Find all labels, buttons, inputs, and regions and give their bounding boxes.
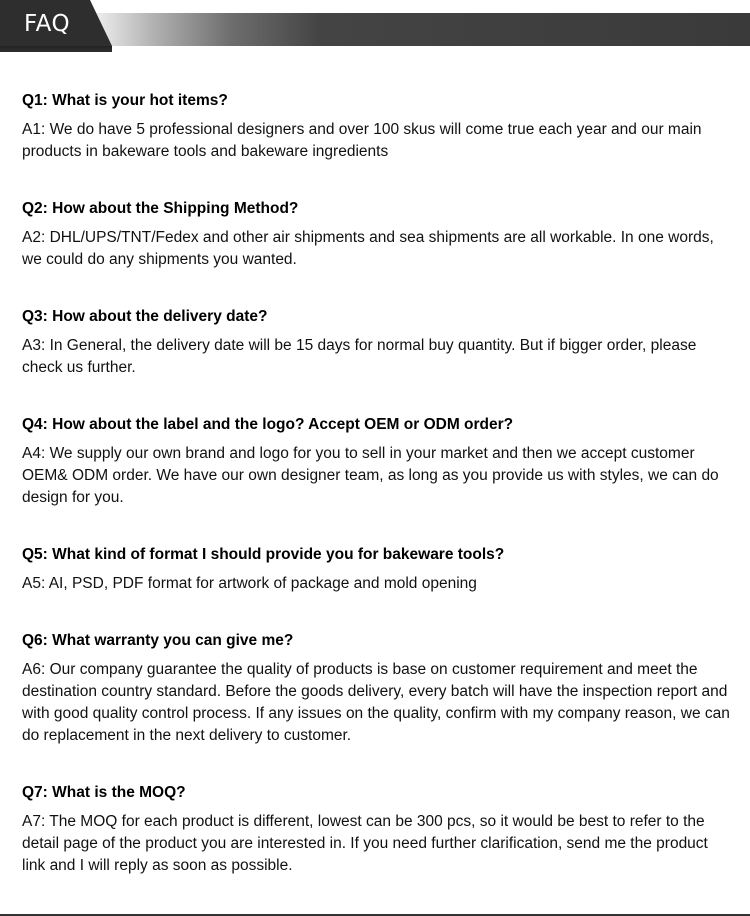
faq-answer-6: A6: Our company guarantee the quality of products is base on customer requirement and meet the destination country standard. Before the goods delivery, every batch will have the inspection report and with good quality control process. If any issues on the quality, confirm with my company reason, we can do replacement in the next delivery to customer.	[22, 661, 730, 744]
faq-answer-5: A5: AI, PSD, PDF format for artwork of package and mold opening	[22, 575, 477, 592]
faq-question-5: Q5: What kind of format I should provide you for bakeware tools?	[22, 546, 505, 563]
faq-question-7: Q7: What is the MOQ?	[22, 784, 186, 801]
faq-item-5	[22, 545, 732, 595]
faq-question-3: Q3: How about the delivery date?	[22, 308, 268, 325]
page-title: FAQ	[24, 11, 71, 37]
faq-item-2	[22, 199, 732, 271]
faq-answer-2: A2: DHL/UPS/TNT/Fedex and other air shipments and sea shipments are all workable. In one words, we could do any shipments you wanted.	[22, 229, 714, 268]
faq-item-4	[22, 415, 732, 509]
faq-answer-1: A1: We do have 5 professional designers and over 100 skus will come true each year and our main products in bakeware tools and bakeware ingredients	[22, 121, 702, 160]
faq-header	[0, 0, 750, 52]
faq-answer-3: A3: In General, the delivery date will be 15 days for normal buy quantity. But if bigger order, please check us further.	[22, 337, 697, 376]
faq-item-7	[22, 783, 732, 877]
faq-question-6: Q6: What warranty you can give me?	[22, 632, 294, 649]
faq-item-1	[22, 91, 732, 163]
header-gradient-bar	[0, 13, 750, 46]
faq-question-2: Q2: How about the Shipping Method?	[22, 200, 299, 217]
faq-list	[22, 91, 732, 913]
faq-item-3	[22, 307, 732, 379]
header-tab-shadow	[0, 46, 112, 52]
faq-question-1: Q1: What is your hot items?	[22, 92, 228, 109]
faq-item-6	[22, 631, 732, 747]
faq-answer-7: A7: The MOQ for each product is different, lowest can be 300 pcs, so it would be best to refer to the detail page of the product you are interested in. If you need further clarification, send me the product link and I will reply as soon as possible.	[22, 813, 708, 874]
faq-question-4: Q4: How about the label and the logo? Accept OEM or ODM order?	[22, 416, 514, 433]
faq-answer-4: A4: We supply our own brand and logo for you to sell in your market and then we accept customer OEM& ODM order. We have our own designer team, as long as you provide us with styles, we can do design for you.	[22, 445, 719, 506]
